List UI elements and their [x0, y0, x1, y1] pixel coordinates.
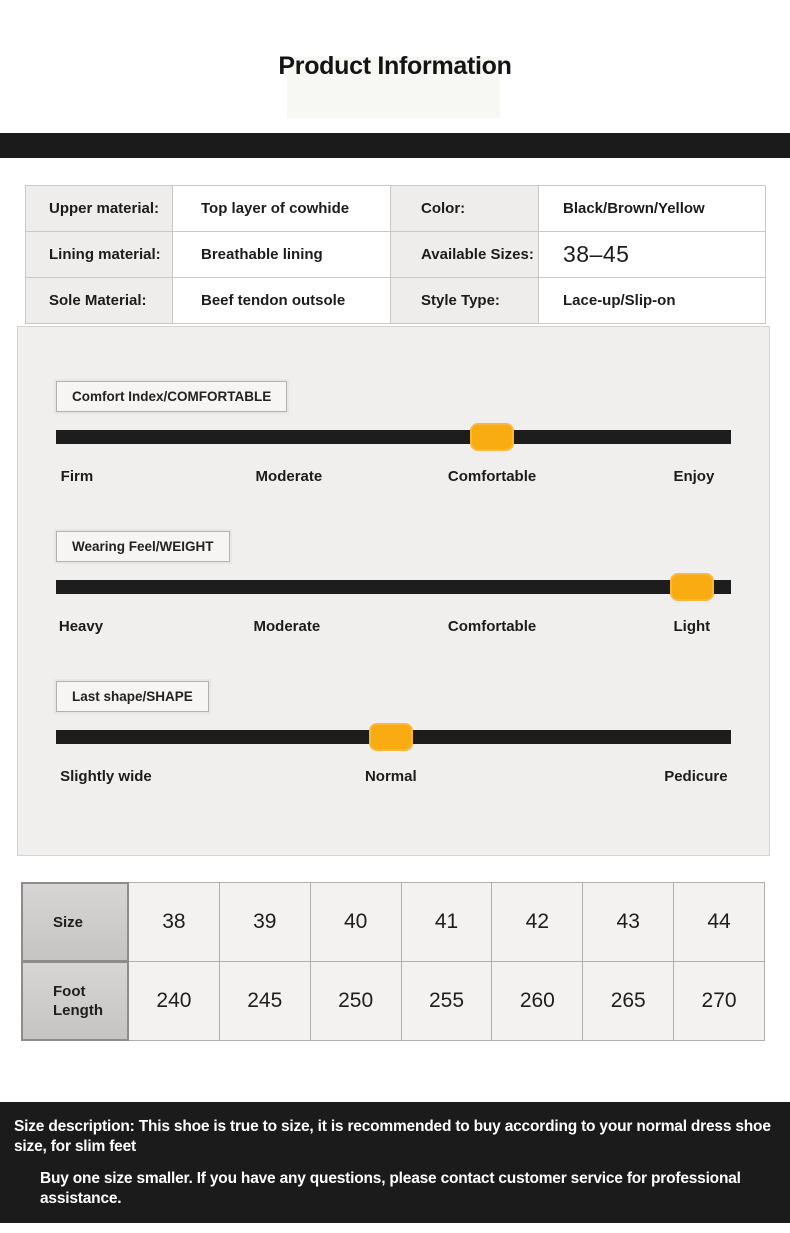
slider-track-wearing-feel: [56, 580, 731, 594]
scale-label-comfortable: Comfortable: [447, 468, 537, 485]
spec-label-color: Color:: [391, 186, 539, 232]
foot-length-value: 265: [582, 961, 674, 1041]
slider-marker-comfort-index: [470, 423, 514, 451]
slider-marker-last-shape: [369, 723, 413, 751]
scale-label-normal: Normal: [364, 768, 417, 785]
slider-title-comfort-index: Comfort Index/COMFORTABLE: [56, 381, 287, 412]
slider-title-last-shape: Last shape/SHAPE: [56, 681, 209, 712]
slider-group-comfort-index: [56, 381, 731, 486]
scale-label-moderate: Moderate: [253, 618, 321, 635]
scale-label-light: Light: [673, 618, 711, 635]
page-title: Product Information: [278, 52, 512, 80]
spec-label-sole-material: Sole Material:: [26, 278, 173, 324]
size-description-line2: Buy one size smaller. If you have any questions, please contact customer service for professional assistance.: [40, 1170, 741, 1207]
slider-title-wearing-feel: Wearing Feel/WEIGHT: [56, 531, 230, 562]
foot-length-value: 250: [310, 961, 402, 1041]
scale-label-enjoy: Enjoy: [673, 468, 715, 485]
spec-value-style-type: Lace-up/Slip-on: [539, 278, 766, 324]
size-chart-header-size: Size: [21, 882, 129, 962]
size-value: 39: [219, 882, 311, 962]
size-value: 40: [310, 882, 402, 962]
slider-bar: [56, 580, 731, 594]
scale-label-moderate: Moderate: [255, 468, 323, 485]
size-value: 42: [491, 882, 583, 962]
spec-value-color: Black/Brown/Yellow: [539, 186, 766, 232]
size-description-footer: [0, 1102, 790, 1223]
slider-group-last-shape: [56, 681, 731, 786]
scale-label-heavy: Heavy: [58, 618, 104, 635]
slider-scale-last-shape: [56, 768, 731, 786]
spec-label-lining-material: Lining material:: [26, 232, 173, 278]
scale-label-comfortable: Comfortable: [447, 618, 537, 635]
slider-group-wearing-feel: [56, 531, 731, 636]
top-divider-bar: [0, 133, 790, 158]
slider-track-comfort-index: [56, 430, 731, 444]
size-value: 38: [128, 882, 220, 962]
foot-length-value: 255: [401, 961, 493, 1041]
slider-bar: [56, 430, 731, 444]
size-value: 43: [582, 882, 674, 962]
spec-value-sole-material: Beef tendon outsole: [173, 278, 391, 324]
size-chart-header-foot-length: Foot Length: [21, 961, 129, 1041]
size-chart-table: [22, 883, 765, 1041]
slider-scale-wearing-feel: [56, 618, 731, 636]
spec-label-style-type: Style Type:: [391, 278, 539, 324]
foot-length-value: 245: [219, 961, 311, 1041]
spec-label-upper-material: Upper material:: [26, 186, 173, 232]
size-description-line1: Size description: This shoe is true to size, it is recommended to buy according to your normal dress shoe size, for slim feet: [14, 1118, 771, 1155]
scale-label-slightly-wide: Slightly wide: [60, 768, 152, 785]
foot-length-value: 240: [128, 961, 220, 1041]
slider-scale-comfort-index: [56, 468, 731, 486]
slider-track-last-shape: [56, 730, 731, 744]
size-value: 44: [673, 882, 765, 962]
spec-value-lining-material: Breathable lining: [173, 232, 391, 278]
spec-value-available-sizes: 38–45: [539, 232, 766, 278]
spec-table: [25, 185, 765, 324]
header: [0, 0, 790, 133]
spec-label-available-sizes: Available Sizes:: [391, 232, 539, 278]
foot-length-value: 270: [673, 961, 765, 1041]
size-value: 41: [401, 882, 493, 962]
scale-label-pedicure: Pedicure: [664, 768, 728, 785]
comfort-panel: [17, 326, 770, 856]
foot-length-value: 260: [491, 961, 583, 1041]
slider-marker-wearing-feel: [670, 573, 714, 601]
spec-value-upper-material: Top layer of cowhide: [173, 186, 391, 232]
scale-label-firm: Firm: [60, 468, 94, 485]
